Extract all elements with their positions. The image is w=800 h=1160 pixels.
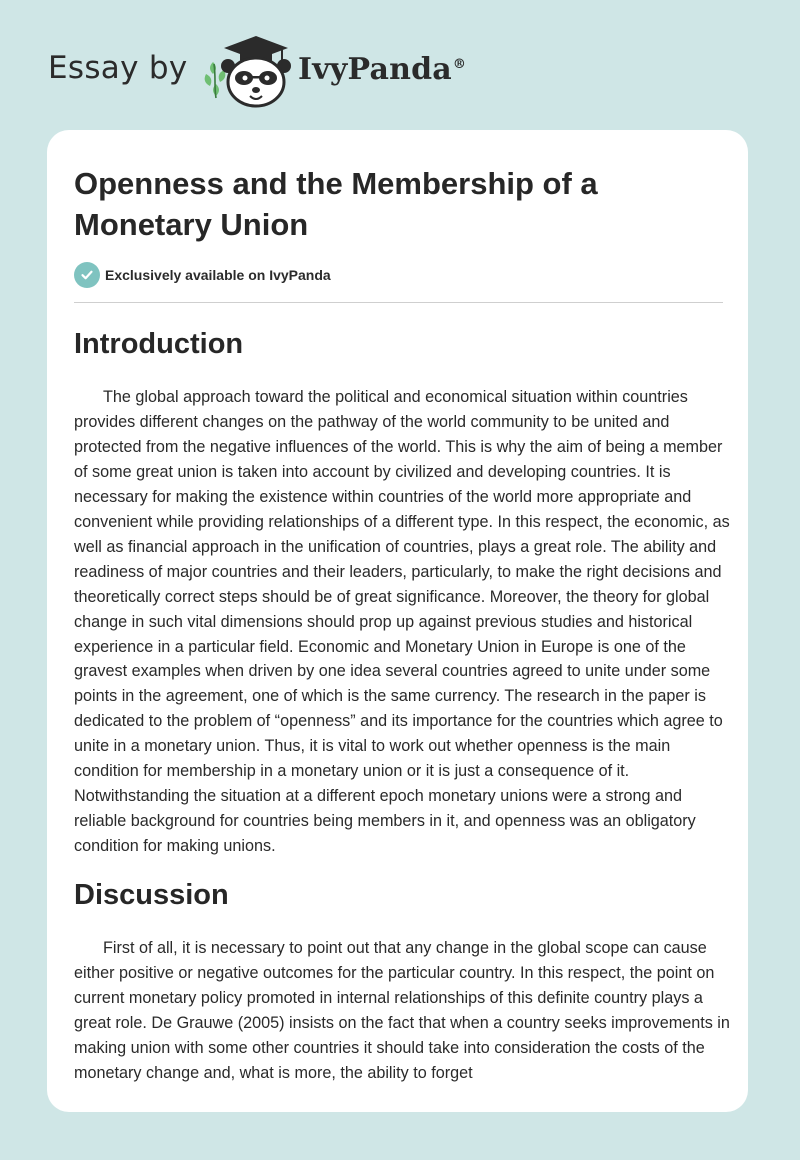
exclusive-badge-label: Exclusively available on IvyPanda — [105, 267, 331, 283]
page-title: Openness and the Membership of a Monetary Union — [74, 166, 598, 242]
essay-card — [47, 130, 748, 1112]
section-heading-introduction: Introduction — [74, 328, 244, 360]
brand-name[interactable] — [298, 52, 466, 87]
introduction-paragraph: The global approach toward the political and economical situation within countries provides different changes on the pathway of the world community to be united and protected from the negative influences of the world. This is why the aim of being a member of some great union is taken into account by civilized and developing countries. It is necessary for making the existence within countries of the world more appropriate and convenient while providing relationships of a different type. In this respect, the economic, as well as financial approach in the unification of countries, plays a great role. The ability and readiness of major countries and their leaders, particularly, to make the right decisions and theoretically correct steps should be of great significance. Moreover, the theory for global change in such vital dimensions should prop up against previous studies and historical experience in a particular field. Economic and Monetary Union in Europe is one of the gravest examples when driven by one idea several countries agreed to unite under some points in the agreement, one of which is the same currency. The research in the paper is dedicated to the problem of “openness” and its importance for the countries which agree to unite in a monetary union. Thus, it is vital to work out whether openness is the main condition for membership in a monetary union or it is just a consequence of it. Notwithstanding the situation at a different epoch monetary unions were a strong and reliable background for countries being members in it, and openness was an obligatory condition for making unions. — [74, 388, 730, 856]
essay-by-label: Essay by — [48, 50, 188, 86]
section-heading-discussion: Discussion — [74, 879, 229, 911]
exclusive-badge — [74, 262, 331, 288]
check-circle-icon — [74, 262, 100, 288]
site-header — [0, 0, 800, 130]
discussion-paragraph: First of all, it is necessary to point out that any change in the global scope can cause either positive or negative outcomes for the particular country. In this respect, the point on current monetary policy promoted in internal relationships of this definite country plays a great role. De Grauwe (2005) insists on the fact that when a country seeks improvements in making union with some other countries it should take into consideration the costs of the monetary change and, what is more, the ability to forget — [74, 939, 730, 1082]
title-divider — [74, 302, 723, 303]
registered-mark: ® — [452, 57, 467, 72]
panda-graduate-icon[interactable] — [200, 34, 296, 108]
brand-label: IvyPanda — [298, 52, 452, 87]
